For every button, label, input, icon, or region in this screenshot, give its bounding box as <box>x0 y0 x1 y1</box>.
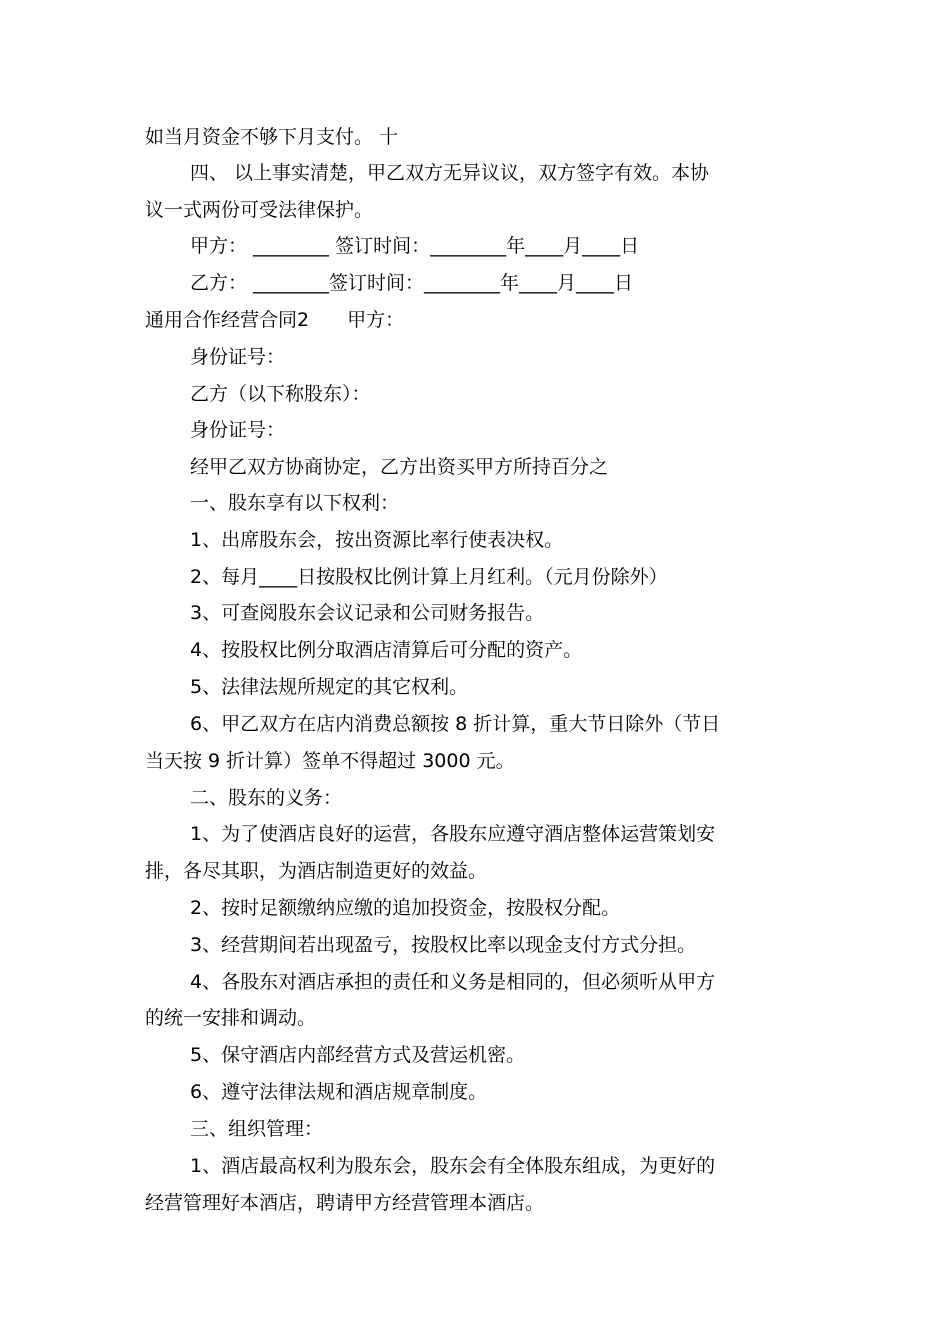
list-item: 4、按股权比例分取酒店清算后可分配的资产。 <box>190 639 583 661</box>
list-item: 6、遵守法律法规和酒店规章制度。 <box>190 1081 488 1103</box>
list-item: 3、经营期间若出现盈亏，按股权比率以现金支付方式分担。 <box>190 934 697 956</box>
text-line: 排，各尽其职，为酒店制造更好的效益。 <box>145 860 488 882</box>
section-heading: 二、股东的义务： <box>190 787 343 809</box>
contract-heading: 通用合作经营合同2 甲方： <box>145 309 405 331</box>
text-line: 身份证号： <box>190 419 286 441</box>
signature-line-party-b: 乙方： ________签订时间：________年____月____日 <box>190 272 634 294</box>
text-line: 经甲乙双方协商协定，乙方出资买甲方所持百分之 <box>190 456 609 478</box>
list-item: 3、可查阅股东会议记录和公司财务报告。 <box>190 602 545 624</box>
text-line: 当天按 9 折计算）签单不得超过 3000 元。 <box>145 750 515 772</box>
list-item: 1、出席股东会，按出资源比率行使表决权。 <box>190 529 564 551</box>
list-item: 4、各股东对酒店承担的责任和义务是相同的，但必须听从甲方 <box>190 971 716 993</box>
list-item: 1、为了使酒店良好的运营，各股东应遵守酒店整体运营策划安 <box>190 823 716 845</box>
list-item: 1、酒店最高权利为股东会，股东会有全体股东组成，为更好的 <box>190 1155 716 1177</box>
list-item: 2、每月____日按股权比例计算上月红利。（元月份除外） <box>190 566 668 588</box>
text-line: 议一式两份可受法律保护。 <box>145 199 374 221</box>
text-line: 经营管理好本酒店，聘请甲方经营管理本酒店。 <box>145 1192 545 1214</box>
list-item: 5、保守酒店内部经营方式及营运机密。 <box>190 1044 526 1066</box>
section-heading: 三、组织管理： <box>190 1118 324 1140</box>
text-line: 乙方（以下称股东）： <box>190 383 371 405</box>
list-item: 6、甲乙双方在店内消费总额按 8 折计算，重大节日除外（节日 <box>190 713 721 735</box>
list-item: 2、按时足额缴纳应缴的追加投资金，按股权分配。 <box>190 897 621 919</box>
list-item: 5、法律法规所规定的其它权利。 <box>190 676 469 698</box>
text-line: 如当月资金不够下月支付。 十 <box>145 126 399 148</box>
text-line: 身份证号： <box>190 346 286 368</box>
section-heading: 一、股东享有以下权利： <box>190 492 400 514</box>
signature-line-party-a: 甲方： ________ 签订时间：________年____月____日 <box>190 235 640 257</box>
text-line: 的统一安排和调动。 <box>145 1007 317 1029</box>
text-line: 四、 以上事实清楚，甲乙双方无异议议，双方签字有效。本协 <box>190 162 710 184</box>
